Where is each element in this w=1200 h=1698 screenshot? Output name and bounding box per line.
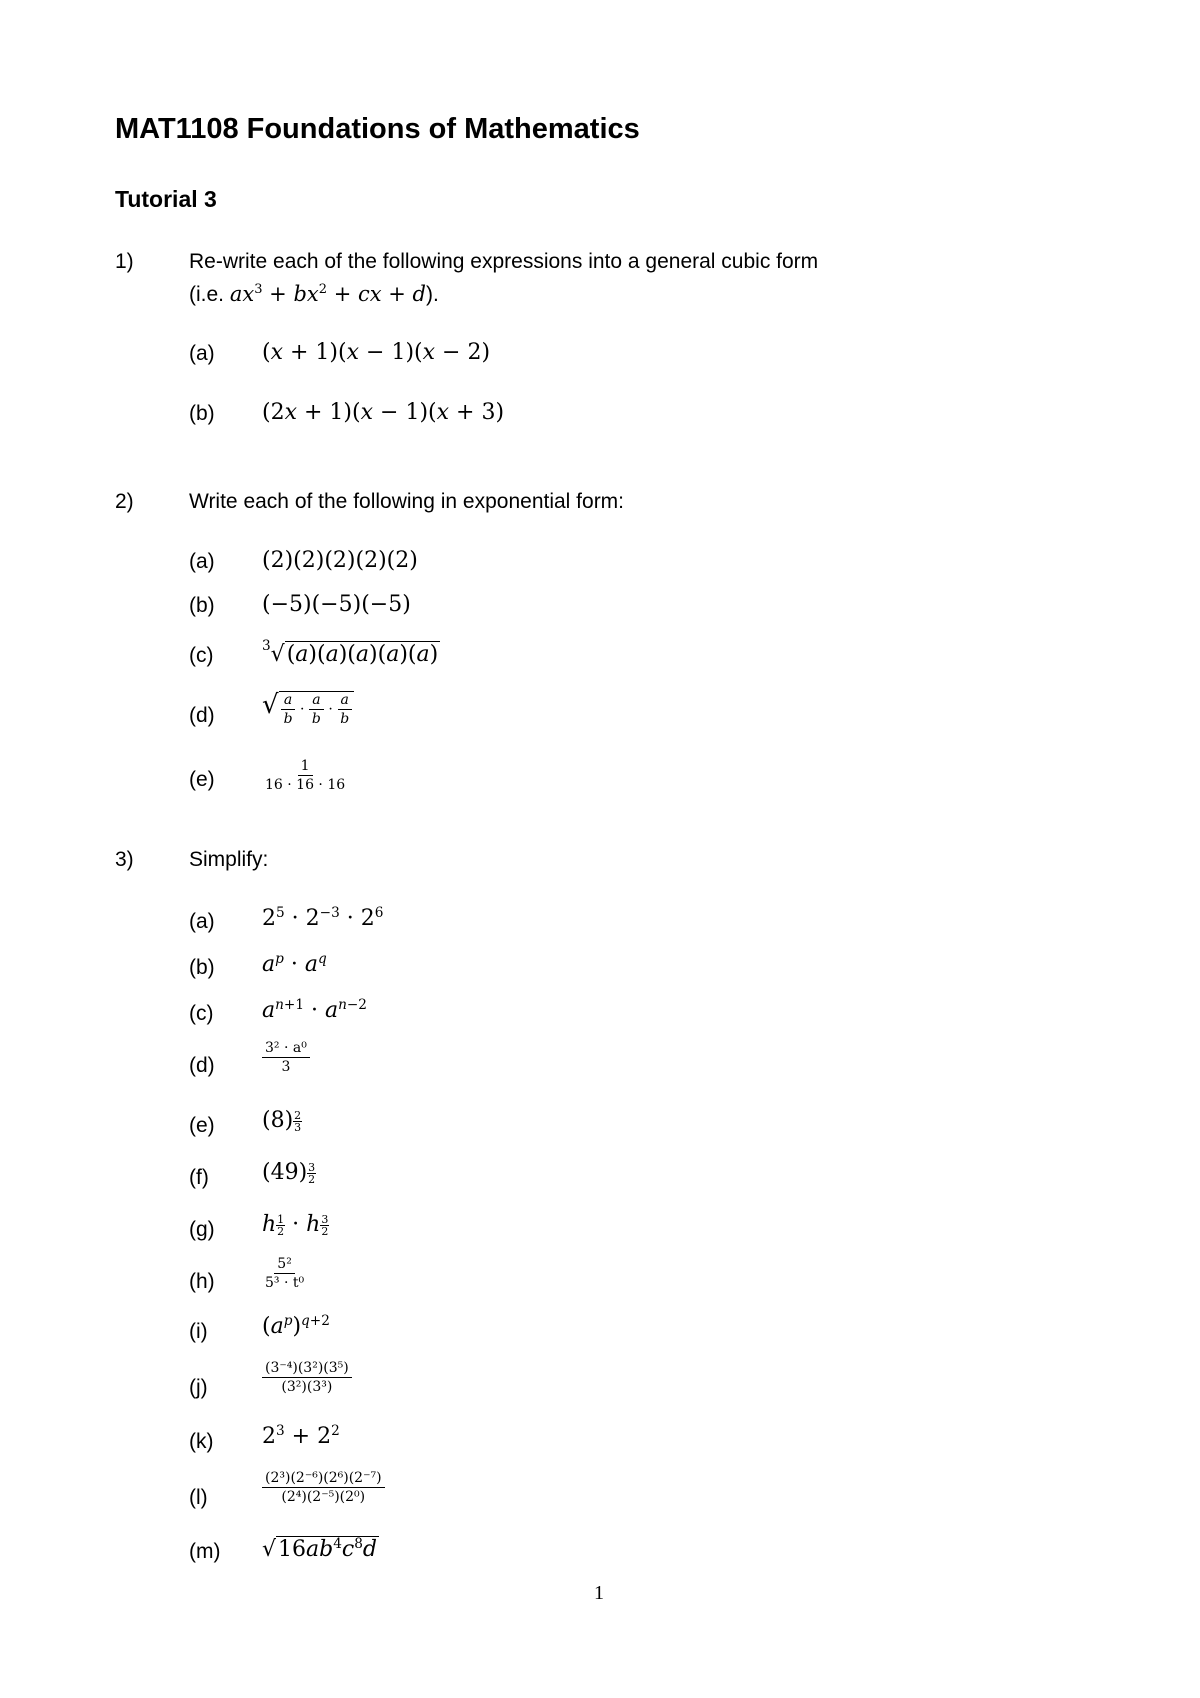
tutorial-heading: Tutorial 3 <box>115 186 217 212</box>
q2-part-c-expression: $^3$√(a)(a)(a)(a)(a) <box>262 638 439 667</box>
q3-part-j-label: (j) <box>189 1376 208 1399</box>
q3-part-k-expression: $2^3 + 2^2$ <box>262 1422 340 1449</box>
q2-part-a-label: (a) <box>189 550 215 573</box>
q2-part-e-expression: $\frac{1}{16 \cdot 16 \cdot 16}$ <box>265 758 346 793</box>
q3-part-g-expression: h $\frac{1}{2}$ · h $\frac{3}{2}$ <box>262 1212 329 1239</box>
q3-part-b-label: (b) <box>189 956 215 979</box>
q3-part-h-expression: $\frac{\text{5²}}{\text{5³ · t⁰}}$ <box>265 1256 305 1291</box>
q3-part-d-expression: $\frac{\text{3² · a⁰}}{3}$ <box>262 1040 310 1075</box>
q3-part-a-label: (a) <box>189 910 215 933</box>
q2-part-c-label: (c) <box>189 644 214 667</box>
page-number: 1 <box>594 1582 604 1604</box>
q3-part-i-label: (i) <box>189 1320 208 1343</box>
q3-part-l-expression: $\frac{\text{(2³)(2⁻⁶)(2⁶)(2⁻⁷)}}{\text{(2⁴)(2⁻⁵)(2⁰)}}$ <box>262 1470 385 1505</box>
q3-part-c-expression: $a^{n+1} \cdot a^{n-2}$ <box>262 996 367 1023</box>
q2-part-a-expression: (2)(2)(2)(2)(2) <box>262 548 418 573</box>
q3-part-m-expression: $√16ab^4c^8d$ <box>262 1535 377 1562</box>
q3-part-g-label: (g) <box>189 1218 215 1241</box>
question-3-text: Simplify: <box>189 848 269 871</box>
q3-part-k-label: (k) <box>189 1430 214 1453</box>
question-1-text: Re-write each of the following expressions into a general cubic form <box>189 250 819 273</box>
q3-part-c-label: (c) <box>189 1002 214 1025</box>
q3-part-h-label: (h) <box>189 1270 215 1293</box>
q3-part-j-expression: $\frac{\text{(3⁻⁴)(3²)(3⁵)}}{\text{(3²)(3³)}}$ <box>262 1360 352 1395</box>
q2-part-e-label: (e) <box>189 768 215 791</box>
q2-part-d-label: (d) <box>189 704 215 727</box>
question-3-number: 3) <box>115 848 134 871</box>
question-2-text: Write each of the following in exponential form: <box>189 490 625 513</box>
q3-part-b-expression: $a^p \cdot a^q$ <box>262 950 327 977</box>
q3-part-e-expression: (8) $\frac{2}{3}$ <box>262 1108 302 1135</box>
q3-part-f-label: (f) <box>189 1166 209 1189</box>
question-2-number: 2) <box>115 490 134 513</box>
q2-part-d-expression: √ $\frac{a}{b}$ · $\frac{a}{b}$ · $\frac{a}{b}$ <box>262 690 354 727</box>
q3-part-f-expression: (49) $\frac{3}{2}$ <box>262 1160 316 1187</box>
page-title: MAT1108 Foundations of Mathematics <box>115 113 640 145</box>
q3-part-m-label: (m) <box>189 1540 221 1563</box>
q3-part-a-expression: $2^5 \cdot 2^{-3} \cdot 2^6$ <box>262 904 384 931</box>
q1-part-a-label: (a) <box>189 342 215 365</box>
q1-part-b-expression: (2x + 1)(x − 1)(x + 3) <box>262 400 505 425</box>
question-1-text-line2: (i.e. $ax^3 + bx^2$ + cx + d). <box>189 282 439 306</box>
q2-part-b-label: (b) <box>189 594 215 617</box>
q1-part-b-label: (b) <box>189 402 215 425</box>
q3-part-i-expression: $(a^p)^{q+2}$ <box>262 1312 330 1339</box>
q3-part-e-label: (e) <box>189 1114 215 1137</box>
question-1-number: 1) <box>115 250 134 273</box>
q1-part-a-expression: (x + 1)(x − 1)(x − 2) <box>262 340 491 365</box>
q3-part-d-label: (d) <box>189 1054 215 1077</box>
q2-part-b-expression: (−5)(−5)(−5) <box>262 592 411 617</box>
q3-part-l-label: (l) <box>189 1486 208 1509</box>
